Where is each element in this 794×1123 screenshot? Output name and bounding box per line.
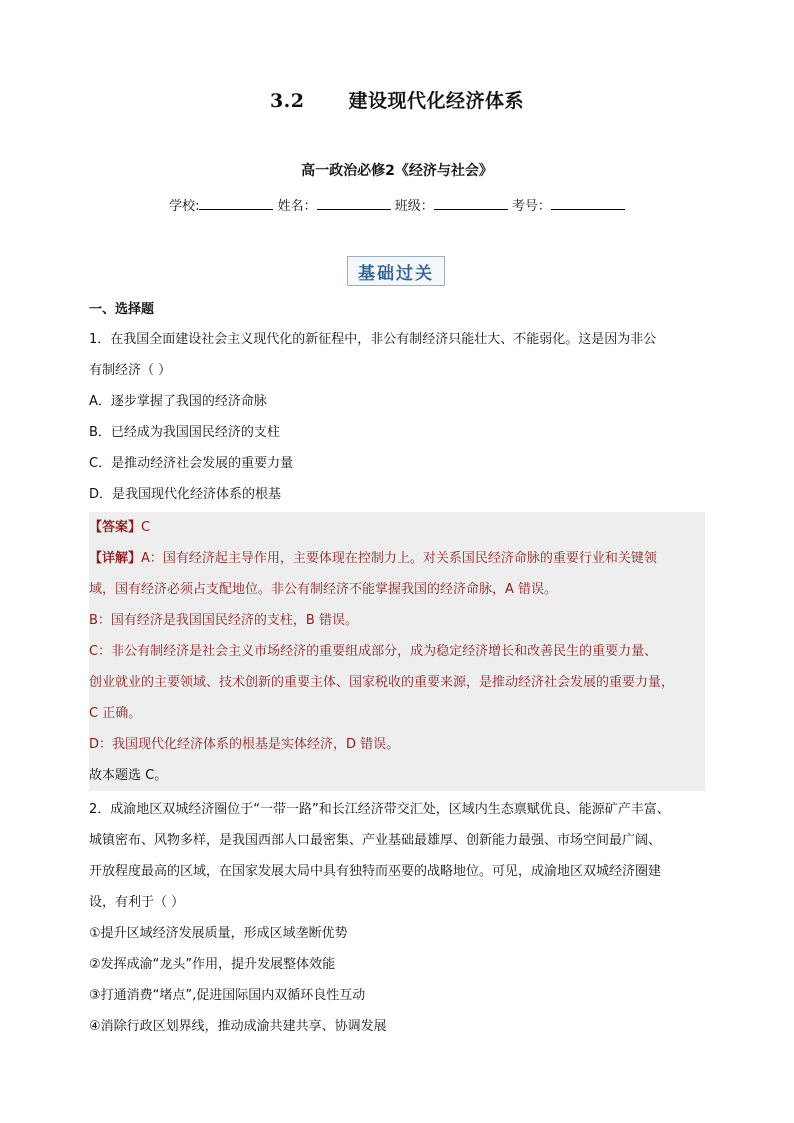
analysis-line-2: 域，国有经济必须占支配地位。非公有制经济不能掌握我国的经济命脉，A 错误。 (89, 582, 558, 597)
question-2-item-3: ③打通消费“堵点”,促进国际国内双循环良性互动 (89, 988, 366, 1003)
analysis-line-4: C：非公有制经济是社会主义市场经济的重要组成部分，成为稳定经济增长和改善民生的重要力量、 (89, 644, 658, 659)
name-label: 姓名： (277, 199, 317, 214)
question-1-answer-block (89, 512, 705, 791)
question-2-stem-line-2: 城镇密布、风物多样，是我国西部人口最密集、产业基础最雄厚、创新能力最强、市场空间最广阔、 (89, 833, 662, 848)
answer-value: C (141, 520, 151, 535)
question-1-option-a: A．逐步掌握了我国的经济命脉 (89, 394, 267, 409)
question-2-item-4: ④消除行政区划界线，推动成渝共建共享、协调发展 (89, 1019, 387, 1034)
question-2-stem-line-4: 设，有利于（ ） (89, 895, 185, 910)
question-2 (89, 794, 707, 1042)
question-1-stem-line-2: 有制经济（ ） (89, 363, 172, 378)
question-1-option-c: C．是推动经济社会发展的重要力量 (89, 456, 294, 471)
section-badge (347, 256, 445, 286)
page-subtitle: 高一政治必修2《经济与社会》 (301, 163, 493, 179)
analysis-line-3: B：国有经济是我国国民经济的支柱，B 错误。 (89, 613, 358, 628)
student-info-line (0, 195, 794, 214)
question-2-item-2: ②发挥成渝“龙头”作用，提升发展整体效能 (89, 957, 336, 972)
question-1-option-b: B．已经成为我国国民经济的支柱 (89, 425, 280, 440)
answer-label: 【答案】 (89, 520, 142, 535)
question-2-item-1: ①提升区域经济发展质量，形成区域垄断优势 (89, 926, 348, 941)
question-1 (89, 324, 707, 510)
answer-line (89, 512, 705, 543)
class-blank (434, 197, 508, 210)
school-blank (199, 197, 273, 210)
question-1-option-d: D．是我国现代化经济体系的根基 (89, 487, 282, 502)
question-2-stem-line-3: 开放程度最高的区域，在国家发展大局中具有独特而巫要的战略地位。可见，成渝地区双城经济圈建 (89, 864, 662, 879)
title-text: 建设现代化经济体系 (348, 90, 525, 112)
name-blank (317, 197, 391, 210)
analysis-line-6: C 正确。 (89, 706, 142, 721)
analysis-text-1: A：国有经济起主导作用，主要体现在控制力上。对关系国民经济命脉的重要行业和关键领 (141, 551, 657, 566)
question-2-stem-line-1: 2．成渝地区双城经济圈位于“一带一路”和长江经济带交汇处，区域内生态禀赋优良、能源矿产丰富、 (89, 802, 670, 817)
title-number: 3.2 (269, 90, 305, 112)
exam-number-label: 考号： (511, 199, 551, 214)
question-1-stem-line-1: 1．在我国全面建设社会主义现代化的新征程中，非公有制经济只能壮大、不能弱化。这是因为非公 (89, 332, 657, 347)
page-title (0, 86, 794, 113)
analysis-line-1 (89, 543, 705, 574)
badge-label: 基础过关 (358, 263, 434, 284)
analysis-label: 【详解】 (89, 551, 142, 566)
analysis-line-5: 创业就业的主要领域、技术创新的重要主体、国家税收的重要来源，是推动经济社会发展的重要力量， (89, 675, 675, 690)
class-label: 班级： (394, 199, 434, 214)
analysis-line-7: D：我国现代化经济体系的根基是实体经济，D 错误。 (89, 737, 400, 752)
section-heading: 一、选择题 (89, 302, 155, 317)
school-label: 学校: (169, 199, 200, 214)
conclusion-line: 故本题选 C。 (89, 768, 168, 783)
exam-number-blank (551, 197, 625, 210)
